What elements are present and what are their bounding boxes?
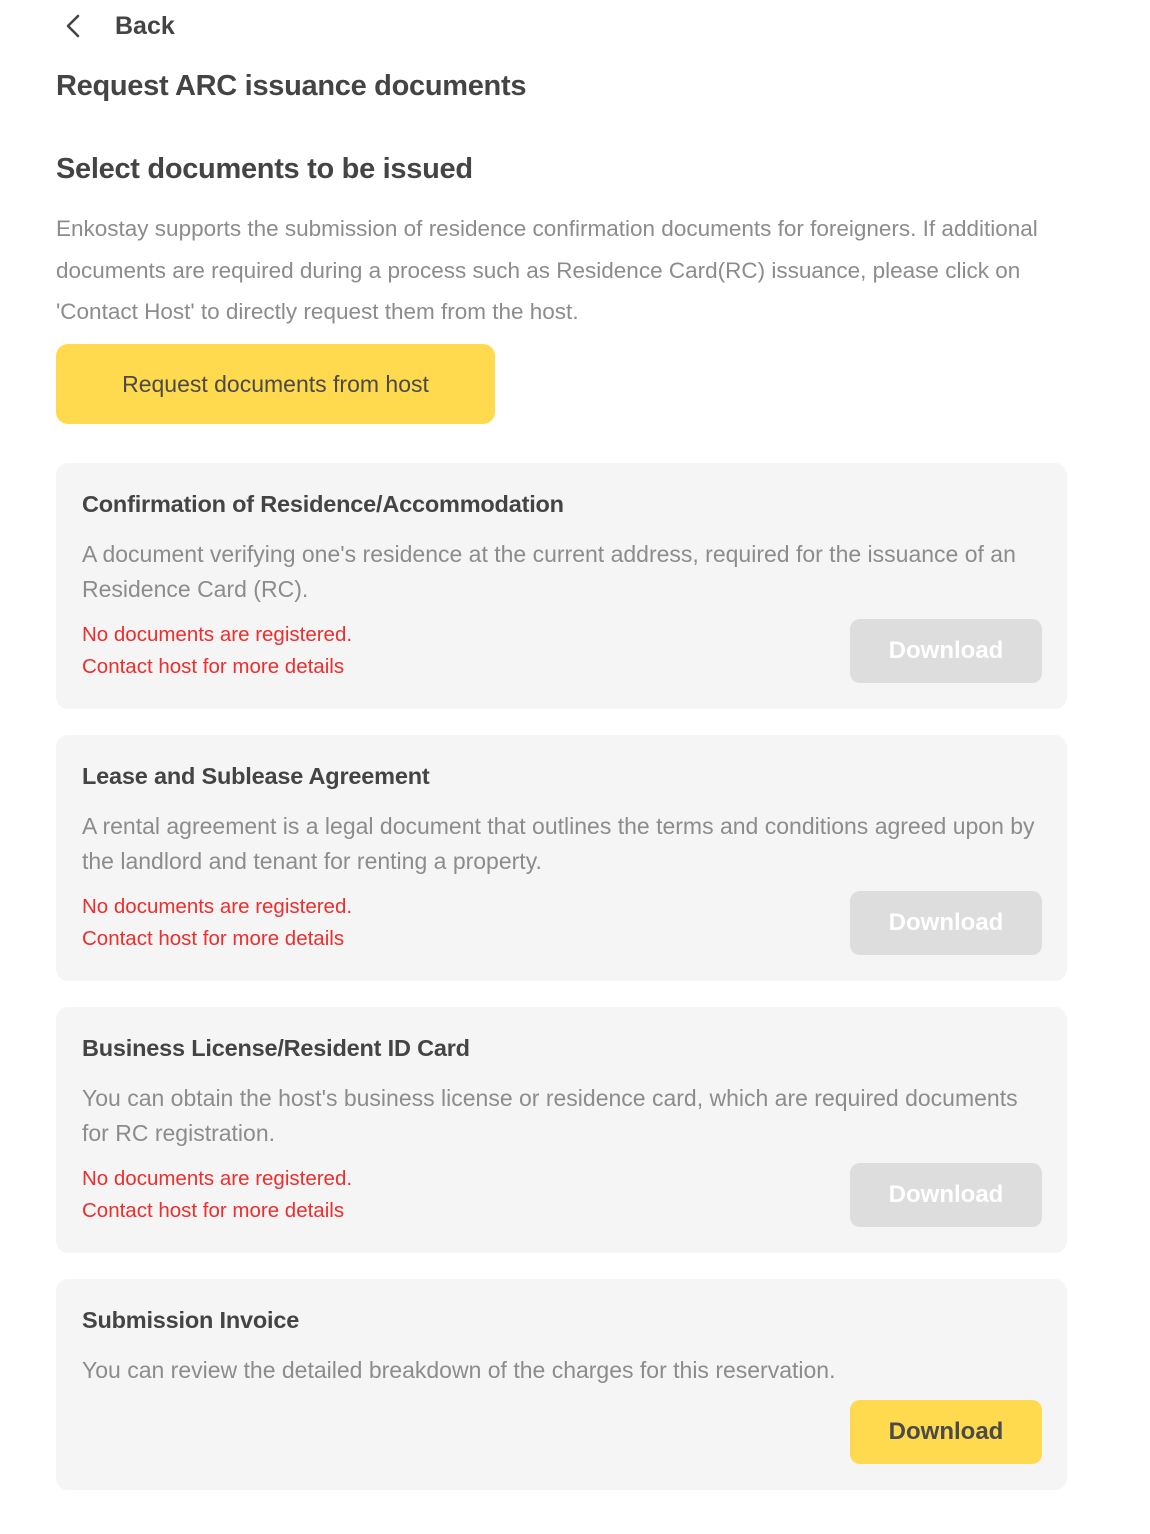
card-description: You can review the detailed breakdown of the charges for this reservation.	[82, 1357, 836, 1383]
document-card-lease-agreement	[56, 735, 1067, 981]
back-label: Back	[115, 11, 175, 40]
document-card-residence-confirmation	[56, 463, 1067, 709]
contact-host-message: Contact host for more details	[82, 655, 345, 678]
card-warning	[82, 619, 352, 683]
document-card-submission-invoice	[56, 1279, 1067, 1490]
card-title: Business License/Resident ID Card	[82, 1035, 470, 1061]
card-title: Lease and Sublease Agreement	[82, 763, 430, 789]
download-button-disabled[interactable]: Download	[850, 619, 1042, 683]
page-title: Request ARC issuance documents	[56, 70, 527, 102]
back-button[interactable]	[56, 8, 175, 44]
card-description: A rental agreement is a legal document that outlines the terms and conditions agreed upon by the landlord and tenant for renting a property.	[82, 813, 1035, 874]
request-documents-button[interactable]: Request documents from host	[56, 344, 495, 424]
no-documents-message: No documents are registered.	[82, 895, 353, 918]
chevron-left-icon	[56, 8, 92, 44]
no-documents-message: No documents are registered.	[82, 1167, 353, 1190]
section-title: Select documents to be issued	[56, 153, 473, 185]
card-title: Confirmation of Residence/Accommodation	[82, 491, 564, 517]
download-invoice-button[interactable]: Download	[850, 1400, 1042, 1464]
card-title: Submission Invoice	[82, 1307, 300, 1333]
card-warning	[82, 1163, 352, 1227]
card-warning	[82, 891, 352, 955]
download-button-disabled[interactable]: Download	[850, 1163, 1042, 1227]
section-intro: Enkostay supports the submission of residence confirmation documents for foreigners. If additional documents are required during a process such as Residence Card(RC) issuance, please click on 'Contact Host' to directly request them from the host.	[56, 216, 1038, 324]
no-documents-message: No documents are registered.	[82, 623, 353, 646]
document-card-business-license	[56, 1007, 1067, 1253]
card-description: You can obtain the host's business license or residence card, which are required documents for RC registration.	[82, 1085, 1018, 1146]
download-button-disabled[interactable]: Download	[850, 891, 1042, 955]
card-description: A document verifying one's residence at the current address, required for the issuance of an Residence Card (RC).	[82, 541, 1016, 602]
contact-host-message: Contact host for more details	[82, 927, 345, 950]
contact-host-message: Contact host for more details	[82, 1199, 345, 1222]
